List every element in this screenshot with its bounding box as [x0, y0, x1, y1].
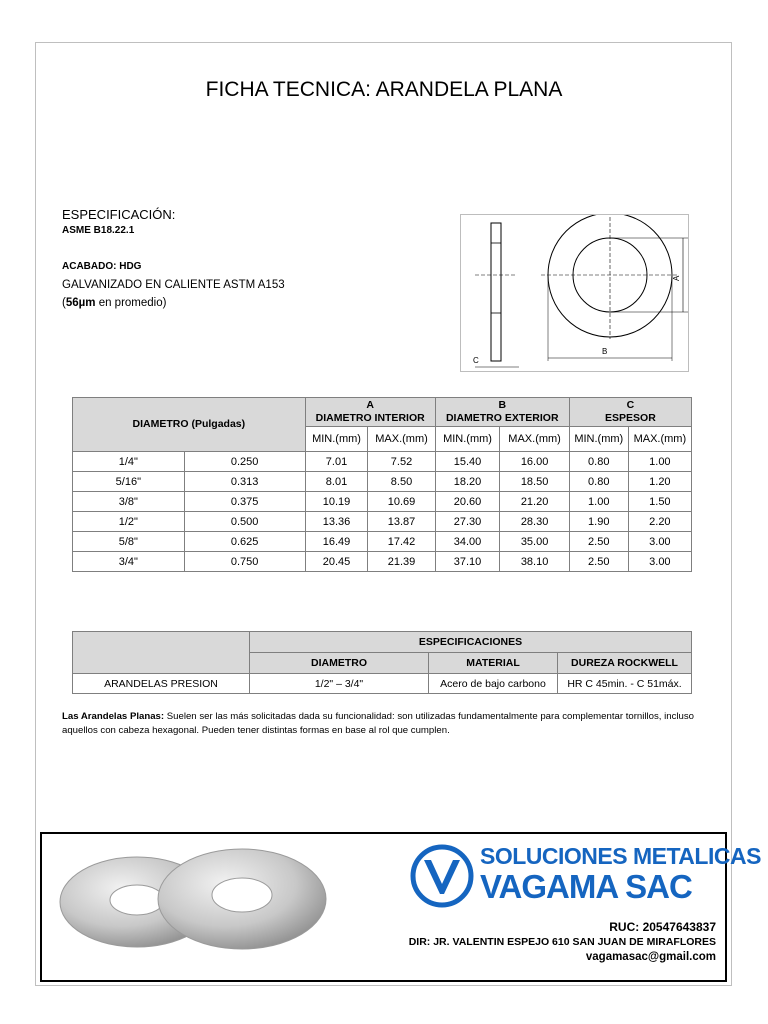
cell-c-min: 0.80: [569, 472, 628, 492]
spec-heading: ESPECIFICACIÓN:: [62, 207, 176, 222]
contact-block: [409, 920, 716, 965]
cell-a-min: 20.45: [305, 552, 368, 572]
table-row: [73, 512, 692, 532]
table-row: [73, 674, 692, 694]
table-row: [73, 452, 692, 472]
spec-row-dureza: HR C 45min. - C 51máx.: [558, 674, 692, 694]
group-b-letter: B: [498, 399, 507, 411]
cell-b-min: 15.40: [435, 452, 500, 472]
cell-b-min: 27.30: [435, 512, 500, 532]
c-max-header: MAX.(mm): [628, 427, 691, 452]
spec-diametro-header: DIAMETRO: [250, 653, 429, 674]
finish-detail: GALVANIZADO EN CALIENTE ASTM A153: [62, 279, 285, 291]
group-c-letter: C: [626, 399, 635, 411]
dimension-a-label: A: [672, 275, 681, 281]
cell-size: 1/4": [73, 452, 185, 472]
spec-empty-header: [73, 632, 250, 674]
washers-photo: [42, 834, 402, 980]
cell-size: 1/2": [73, 512, 185, 532]
cell-size: 5/16": [73, 472, 185, 492]
cell-a-max: 17.42: [368, 532, 435, 552]
company-name-line1: SOLUCIONES METALICAS: [480, 843, 761, 869]
washer-outer-circle: [548, 215, 672, 337]
cell-c-max: 3.00: [628, 552, 691, 572]
cell-a-min: 16.49: [305, 532, 368, 552]
spec-row-material: Acero de bajo carbono: [429, 674, 558, 694]
spec-standard: ASME B18.22.1: [62, 225, 135, 236]
b-max-header: MAX.(mm): [500, 427, 569, 452]
spec-material-header: MATERIAL: [429, 653, 558, 674]
cell-size: 5/8": [73, 532, 185, 552]
cell-inches: 0.625: [184, 532, 305, 552]
a-max-header: MAX.(mm): [368, 427, 435, 452]
description-bold: Las Arandelas Planas:: [62, 711, 165, 722]
cell-b-min: 18.20: [435, 472, 500, 492]
spec-row-name: ARANDELAS PRESION: [73, 674, 250, 694]
table-row: [73, 532, 692, 552]
dimensions-table: [72, 397, 692, 572]
description-paragraph: [62, 710, 694, 738]
cell-a-min: 7.01: [305, 452, 368, 472]
company-name-line2: VAGAMA SAC: [480, 868, 692, 905]
spec-dureza-header: DUREZA ROCKWELL: [558, 653, 692, 674]
cell-b-max: 21.20: [500, 492, 569, 512]
address: DIR: JR. VALENTIN ESPEJO 610 SAN JUAN DE MIRAFLORES: [408, 936, 716, 948]
cell-b-max: 38.10: [500, 552, 569, 572]
ruc-number: RUC: 20547643837: [609, 920, 716, 934]
cell-size: 3/4": [73, 552, 185, 572]
washer-drawing: [460, 214, 689, 372]
page-title: FICHA TECNICA: ARANDELA PLANA: [205, 78, 563, 101]
cell-a-max: 8.50: [368, 472, 435, 492]
washer-side-view: [491, 223, 501, 361]
cell-a-max: 7.52: [368, 452, 435, 472]
cell-c-max: 1.50: [628, 492, 691, 512]
cell-c-max: 1.00: [628, 452, 691, 472]
table-row: [73, 472, 692, 492]
cell-inches: 0.313: [184, 472, 305, 492]
diametro-header: DIAMETRO (Pulgadas): [73, 398, 306, 452]
cell-a-min: 8.01: [305, 472, 368, 492]
description-text: Suelen ser las más solicitadas dada su funcionalidad: son utilizadas fundamentalmente para complementar tornillos, incluso aquellos con cabeza hexagonal. Pueden tener distintas formas en base al rol que cumplen.: [62, 711, 694, 736]
cell-c-max: 2.20: [628, 512, 691, 532]
cell-c-min: 1.00: [569, 492, 628, 512]
cell-b-min: 34.00: [435, 532, 500, 552]
specification-block: [62, 206, 285, 312]
group-a-letter: A: [366, 399, 374, 411]
specifications-table: [72, 631, 692, 694]
cell-inches: 0.750: [184, 552, 305, 572]
group-a-header: [305, 398, 435, 427]
group-c-name: ESPESOR: [605, 412, 656, 424]
cell-inches: 0.375: [184, 492, 305, 512]
cell-b-max: 16.00: [500, 452, 569, 472]
cell-c-max: 3.00: [628, 532, 691, 552]
cell-b-min: 20.60: [435, 492, 500, 512]
dimension-c-label: C: [473, 356, 479, 365]
cell-inches: 0.250: [184, 452, 305, 472]
email: vagamasac@gmail.com: [585, 951, 716, 963]
thickness-note: en promedio): [95, 297, 167, 309]
cell-size: 3/8": [73, 492, 185, 512]
spec-row-diametro: 1/2" – 3/4": [250, 674, 429, 694]
cell-c-min: 1.90: [569, 512, 628, 532]
cell-a-max: 21.39: [368, 552, 435, 572]
cell-c-max: 1.20: [628, 472, 691, 492]
cell-b-max: 35.00: [500, 532, 569, 552]
thickness-value: 56µm: [65, 297, 96, 309]
cell-a-min: 13.36: [305, 512, 368, 532]
a-min-header: MIN.(mm): [305, 427, 368, 452]
spec-group-header: ESPECIFICACIONES: [250, 632, 692, 653]
group-b-name: DIAMETRO EXTERIOR: [445, 412, 559, 424]
cell-a-min: 10.19: [305, 492, 368, 512]
cell-b-max: 18.50: [500, 472, 569, 492]
table-row: [73, 492, 692, 512]
table-row: [73, 552, 692, 572]
cell-a-max: 13.87: [368, 512, 435, 532]
cell-c-min: 2.50: [569, 552, 628, 572]
washer-diagram: [461, 215, 688, 371]
thickness-line: (56µm en promedio): [62, 297, 167, 309]
finish-label: ACABADO: HDG: [62, 261, 142, 272]
cell-c-min: 0.80: [569, 452, 628, 472]
cell-b-min: 37.10: [435, 552, 500, 572]
c-min-header: MIN.(mm): [569, 427, 628, 452]
vagama-logo-icon: [410, 844, 474, 908]
cell-b-max: 28.30: [500, 512, 569, 532]
b-min-header: MIN.(mm): [435, 427, 500, 452]
cell-c-min: 2.50: [569, 532, 628, 552]
group-a-name: DIAMETRO INTERIOR: [315, 412, 425, 424]
group-b-header: [435, 398, 569, 427]
group-c-header: [569, 398, 691, 427]
cell-a-max: 10.69: [368, 492, 435, 512]
cell-inches: 0.500: [184, 512, 305, 532]
dimension-b-label: B: [602, 347, 608, 356]
